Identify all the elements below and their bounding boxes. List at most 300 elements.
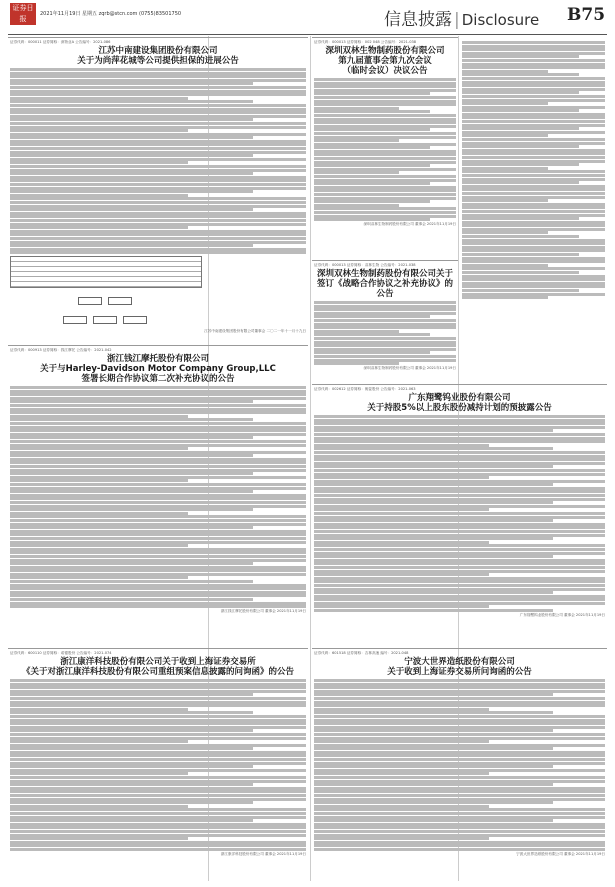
body-text-line (314, 344, 456, 347)
body-text-line (10, 208, 253, 211)
body-text-line (10, 90, 306, 93)
body-text-line (314, 544, 605, 547)
body-text-line (314, 308, 456, 311)
body-text-line (314, 751, 605, 754)
body-text-line (10, 237, 306, 240)
body-text-line (314, 837, 489, 840)
body-text-line (314, 598, 605, 601)
notice-title-line: 浙江钱江摩托股份有限公司 (106, 354, 209, 364)
body-text-line (314, 505, 605, 508)
body-text-line (10, 541, 306, 544)
body-text-line (10, 798, 306, 801)
body-text-line (314, 179, 456, 182)
body-text-line (10, 591, 306, 594)
notice-block (8, 648, 308, 881)
body-text-line (10, 837, 188, 840)
body-text-line (10, 808, 306, 811)
body-text-line (10, 205, 306, 208)
body-text-line (10, 151, 306, 154)
body-text-line (10, 548, 306, 551)
body-text-line (10, 605, 306, 608)
body-text-line (10, 819, 253, 822)
body-text-line (462, 199, 548, 202)
body-text-line (314, 164, 430, 167)
body-text-line (10, 451, 306, 454)
body-text-line (462, 138, 605, 141)
body-text-line (314, 143, 456, 146)
body-text-line (10, 194, 188, 197)
body-text-line (10, 801, 253, 804)
body-text-line (10, 447, 188, 450)
body-text-line (10, 762, 306, 765)
body-text-line (10, 533, 306, 536)
body-text-line (462, 142, 605, 145)
body-text-line (314, 305, 456, 308)
body-text-line (462, 77, 605, 80)
section-separator: | (454, 10, 460, 30)
notice-title (10, 46, 306, 66)
body-text-line (314, 737, 605, 740)
section-title-cn: 信息披露 (384, 10, 452, 30)
body-text-line (10, 573, 306, 576)
body-text-line (314, 534, 605, 537)
body-text-line (10, 436, 253, 439)
body-text-line (462, 271, 579, 274)
body-text-line (314, 708, 489, 711)
body-text-line (314, 444, 489, 447)
body-text-line (314, 808, 605, 811)
body-text-line (462, 196, 605, 199)
body-text-line (462, 131, 605, 134)
body-text-line (462, 55, 579, 58)
body-text-line (462, 95, 605, 98)
body-text-line (462, 88, 605, 91)
body-text-line (10, 79, 306, 82)
body-text-line (314, 826, 605, 829)
body-text-line (314, 186, 456, 189)
body-text-line (314, 100, 456, 103)
body-text-line (314, 494, 605, 497)
body-text-line (10, 701, 306, 704)
body-text-line (314, 146, 430, 149)
notice-code: 证券代码：002612 证券简称：朗姿股份 公告编号：2021-063 (314, 387, 416, 391)
body-text-line (314, 501, 553, 504)
body-text-line (314, 541, 489, 544)
body-text-line (10, 754, 306, 757)
body-text-line (10, 458, 306, 461)
body-text-line (10, 686, 306, 689)
body-text-line (314, 591, 553, 594)
column-divider (310, 36, 311, 881)
body-text-line (10, 86, 306, 89)
body-text-line (314, 772, 489, 775)
body-text-line (314, 747, 553, 750)
body-text-line (10, 776, 306, 779)
body-text-line (462, 296, 548, 299)
body-text-line (10, 519, 306, 522)
body-text-line (10, 397, 306, 400)
body-text-line (314, 197, 456, 200)
body-text-line (462, 109, 579, 112)
body-text-line (314, 726, 605, 729)
body-text-line (314, 355, 456, 358)
body-text-line (314, 480, 605, 483)
notice-title-line: 关于收到上海证券交易所问询函的公告 (387, 667, 532, 677)
body-text-line (462, 41, 605, 44)
body-text-line (10, 690, 306, 693)
notice-body (314, 301, 456, 365)
body-text-line (10, 744, 306, 747)
body-text-line (10, 404, 306, 407)
body-text-line (10, 176, 306, 179)
notice-code: 证券代码：601518 证券简称：吉林高速 编号：2021-048 (314, 651, 409, 655)
notice-title-line: （临时会议）决议公告 (342, 66, 428, 76)
body-text-line (10, 697, 306, 700)
body-text-line (462, 257, 605, 260)
body-text-line (10, 580, 253, 583)
body-text-line (462, 235, 579, 238)
body-text-line (462, 289, 579, 292)
notice-block (312, 648, 607, 881)
body-text-line (314, 823, 605, 826)
body-text-line (10, 400, 253, 403)
body-text-line (314, 429, 553, 432)
dateline: 2021年11月19日 星期五 zqrb@stcn.com (0755)83501750 (40, 11, 182, 17)
body-text-line (462, 264, 548, 267)
body-text-line (10, 693, 253, 696)
masthead-rule (8, 34, 607, 35)
body-text-line (10, 75, 306, 78)
body-text-line (314, 819, 553, 822)
body-text-line (462, 293, 605, 296)
body-text-line (10, 751, 306, 754)
notice-title (10, 354, 306, 384)
body-text-line (314, 490, 605, 493)
body-text-line (314, 765, 553, 768)
body-text-line (314, 605, 489, 608)
notice-signature: 广东翔鹭钨业股份有限公司 董事会 2021年11月19日 (519, 612, 605, 617)
notice-title-line: 《关于对浙江康洋科技股份有限公司重组预案信息披露的问询函》的公告 (21, 667, 294, 677)
page-number: B75 (567, 5, 606, 25)
guarantee-table (10, 256, 202, 288)
body-text-line (10, 758, 306, 761)
body-text-line (314, 841, 605, 844)
body-text-line (462, 188, 605, 191)
body-text-line (462, 116, 605, 119)
notice-block (312, 260, 458, 382)
body-text-line (314, 722, 605, 725)
body-text-line (10, 834, 306, 837)
body-text-line (314, 103, 456, 106)
body-text-line (314, 523, 605, 526)
body-text-line (10, 393, 306, 396)
body-text-line (10, 830, 306, 833)
body-text-line (10, 165, 306, 168)
body-text-line (10, 780, 306, 783)
body-text-line (462, 217, 579, 220)
body-text-line (10, 823, 306, 826)
body-text-line (10, 140, 306, 143)
body-text-line (314, 801, 553, 804)
body-text-line (10, 426, 306, 429)
notice-title-line: 广东翔鹭钨业股份有限公司 (408, 393, 511, 403)
body-text-line (314, 697, 605, 700)
body-text-line (314, 537, 553, 540)
body-text-line (462, 63, 605, 66)
notice-title-line: 深圳双林生物制药股份有限公司 (325, 46, 445, 56)
body-text-line (314, 512, 605, 515)
body-text-line (10, 212, 306, 215)
body-text-line (10, 805, 188, 808)
body-text-line (314, 437, 605, 440)
body-text-line (314, 193, 456, 196)
body-text-line (462, 66, 605, 69)
body-text-line (10, 747, 253, 750)
body-text-line (314, 189, 456, 192)
body-text-line (10, 490, 253, 493)
body-text-line (10, 479, 188, 482)
body-text-line (314, 326, 456, 329)
body-text-line (314, 96, 456, 99)
body-text-line (314, 451, 605, 454)
body-text-line (10, 497, 306, 500)
body-text-line (10, 523, 306, 526)
body-text-line (462, 70, 548, 73)
body-text-line (10, 576, 188, 579)
body-text-line (10, 115, 306, 118)
body-text-line (10, 469, 306, 472)
notice-code: 证券代码：600110 证券简称：诺德股份 公告编号：2021-074 (10, 651, 112, 655)
body-text-line (462, 102, 548, 105)
body-text-line (10, 418, 253, 421)
body-text-line (10, 386, 306, 389)
body-text-line (314, 319, 456, 322)
body-text-line (10, 444, 306, 447)
notice-title-line: 江苏中南建设集团股份有限公司 (98, 46, 218, 56)
body-text-line (314, 794, 605, 797)
body-text-line (314, 455, 605, 458)
body-text-line (10, 215, 306, 218)
body-text-line (314, 834, 605, 837)
body-text-line (462, 221, 605, 224)
body-text-line (314, 744, 605, 747)
body-text-line (462, 185, 605, 188)
body-text-line (314, 758, 605, 761)
body-text-line (462, 167, 548, 170)
body-text-line (314, 733, 605, 736)
body-text-line (314, 440, 605, 443)
body-text-line (314, 552, 605, 555)
body-text-line (314, 171, 399, 174)
body-text-line (10, 729, 253, 732)
body-text-line (314, 161, 456, 164)
body-text-line (314, 602, 605, 605)
body-text-line (10, 812, 306, 815)
body-text-line (10, 598, 253, 601)
body-text-line (462, 59, 605, 62)
body-text-line (10, 508, 253, 511)
body-text-line (10, 154, 253, 157)
notice-code: 证券代码：000011 证券简称：深物业A 公告编号：2021-086 (10, 40, 111, 44)
body-text-line (10, 794, 306, 797)
body-text-line (462, 99, 605, 102)
body-text-line (10, 158, 306, 161)
body-text-line (314, 204, 399, 207)
body-text-line (462, 134, 548, 137)
body-text-line (314, 218, 430, 221)
body-text-line (314, 82, 456, 85)
body-text-line (462, 231, 548, 234)
body-text-line (314, 462, 605, 465)
body-text-line (10, 708, 188, 711)
body-text-line (314, 301, 456, 304)
notice-title-line: 关于与Harley-Davidson Motor Company Group,LLC (40, 364, 276, 374)
body-text-line (314, 686, 605, 689)
body-text-line (10, 187, 306, 190)
body-text-line (10, 512, 188, 515)
body-text-line (314, 690, 605, 693)
body-text-line (10, 711, 253, 714)
body-text-line (10, 783, 253, 786)
body-text-line (10, 172, 253, 175)
body-text-line (314, 609, 553, 612)
body-text-line (462, 127, 579, 130)
body-text-line (314, 207, 456, 210)
body-text-line (462, 145, 579, 148)
body-text-line (10, 93, 306, 96)
body-text-line (10, 183, 306, 186)
body-text-line (314, 85, 456, 88)
body-text-line (314, 566, 605, 569)
body-text-line (462, 174, 605, 177)
notice-title-line: 宁波大世界造纸股份有限公司 (404, 657, 515, 667)
body-text-line (314, 315, 430, 318)
body-text-line (462, 178, 605, 181)
body-text-line (462, 91, 579, 94)
body-text-line (10, 390, 306, 393)
body-text-line (462, 260, 605, 263)
body-text-line (314, 729, 553, 732)
body-text-line (314, 473, 605, 476)
body-text-line (10, 143, 306, 146)
org-chart (10, 291, 200, 329)
body-text-line (462, 192, 605, 195)
body-text-line (462, 149, 605, 152)
notice-body (10, 679, 306, 851)
body-text-line (10, 772, 188, 775)
body-text-line (314, 783, 553, 786)
body-text-line (462, 124, 605, 127)
body-text-line (314, 157, 456, 160)
body-text-line (462, 48, 605, 51)
body-text-line (10, 787, 306, 790)
body-text-line (10, 136, 253, 139)
body-text-line (10, 97, 188, 100)
body-text-line (462, 120, 605, 123)
body-text-line (10, 104, 306, 107)
body-text-line (10, 251, 306, 254)
body-text-line (10, 241, 306, 244)
body-text-line (314, 426, 605, 429)
body-text-line (10, 111, 306, 114)
body-text-line (10, 733, 306, 736)
notice-title-line: 第九届董事会第九次会议 (338, 56, 432, 66)
body-text-line (462, 152, 605, 155)
body-text-line (10, 515, 306, 518)
notice-code: 证券代码：000013 证券简称：002 048 公告编号：2021-038 (314, 40, 417, 44)
notice-code: 证券代码：000013 证券简称：双林生物 公告编号：2021-038 (314, 263, 416, 267)
body-text-line (314, 754, 605, 757)
notice-title-line: 签署长期合作协议第二次补充协议的公告 (81, 374, 235, 384)
notice-title (314, 657, 605, 677)
body-text-line (10, 501, 306, 504)
body-text-line (10, 411, 306, 414)
body-text-line (10, 108, 306, 111)
body-text-line (10, 68, 306, 71)
body-text-line (314, 719, 605, 722)
body-text-line (314, 182, 430, 185)
body-text-line (314, 573, 489, 576)
body-text-line (314, 476, 489, 479)
body-text-line (462, 228, 605, 231)
body-text-line (10, 472, 253, 475)
body-text-line (314, 333, 430, 336)
section-title (384, 5, 539, 30)
notice-signature: 深圳双林生物制药股份有限公司 董事会 2021年11月19日 (363, 365, 456, 370)
body-text-line (314, 790, 605, 793)
body-text-line (314, 487, 605, 490)
body-text-line (314, 679, 605, 682)
body-text-line (314, 562, 605, 565)
notice-title-line: 深圳双林生物制药股份有限公司关于 (316, 269, 453, 279)
body-text-line (314, 323, 456, 326)
body-text-line (10, 476, 306, 479)
body-text-line (462, 210, 605, 213)
notice-title (10, 657, 306, 677)
body-text-line (462, 52, 605, 55)
body-text-line (314, 701, 605, 704)
body-text-line (314, 337, 456, 340)
body-text-line (462, 106, 605, 109)
body-text-line (314, 200, 430, 203)
body-text-line (314, 584, 605, 587)
body-text-line (314, 139, 399, 142)
body-text-line (10, 201, 306, 204)
body-text-line (314, 458, 605, 461)
body-text-line (10, 494, 306, 497)
body-text-line (462, 181, 579, 184)
body-text-line (462, 224, 605, 227)
body-text-line (314, 816, 605, 819)
notice-title (314, 46, 456, 76)
notice-title-line: 浙江康洋科技股份有限公司关于收到上海证券交易所 (60, 657, 256, 667)
body-text-line (10, 715, 306, 718)
body-text-line (10, 737, 306, 740)
body-text-line (10, 505, 306, 508)
body-text-line (314, 787, 605, 790)
body-text-line (314, 683, 605, 686)
body-text-line (314, 118, 456, 121)
body-text-line (314, 128, 430, 131)
body-text-line (314, 121, 456, 124)
body-text-line (314, 175, 456, 178)
body-text-line (10, 129, 188, 132)
body-text-line (314, 78, 456, 81)
body-text-line (314, 92, 430, 95)
body-text-line (462, 253, 579, 256)
body-text-line (314, 555, 553, 558)
body-text-line (10, 422, 306, 425)
